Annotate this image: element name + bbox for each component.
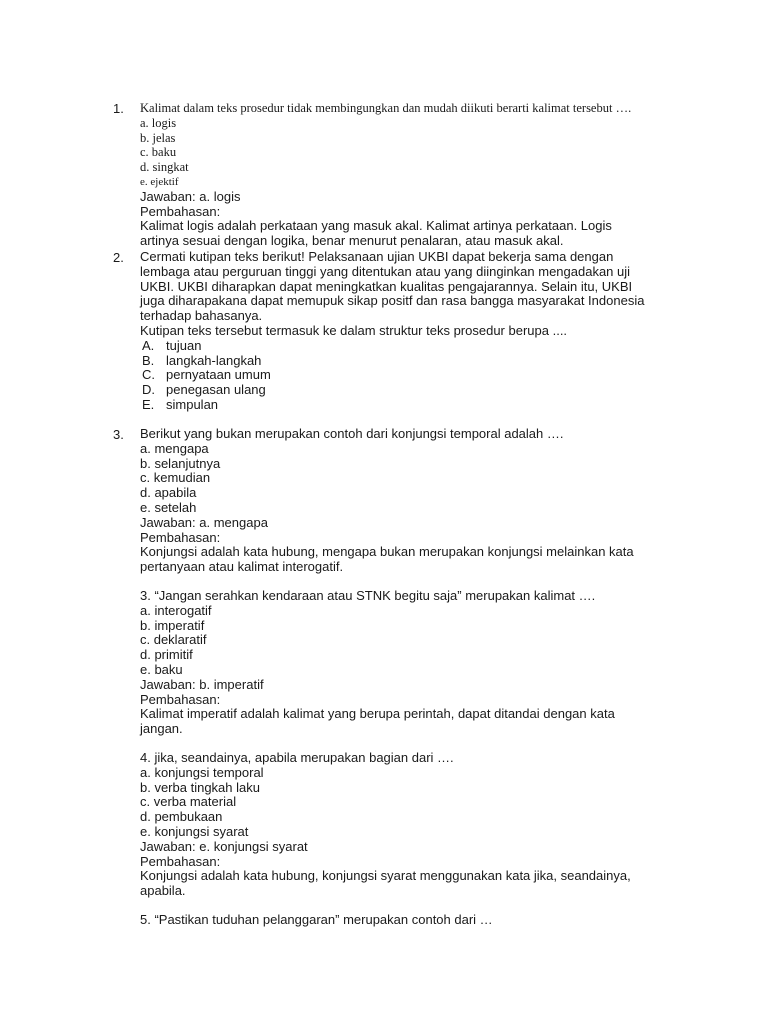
question-text: Kutipan teks tersebut termasuk ke dalam struktur teks prosedur berupa ....	[140, 322, 568, 338]
option: a. konjungsi temporal	[140, 764, 264, 780]
option-letter: C.	[142, 367, 155, 383]
option: a. interogatif	[140, 602, 212, 618]
option	[140, 354, 673, 369]
option-text: tujuan	[166, 337, 202, 353]
option-text: simpulan	[166, 396, 219, 412]
question-number: 2.	[113, 250, 124, 265]
passage-line: juga diharapakana dapat memupuk sikap positf dan rasa bangga masyarakat Indonesia	[140, 293, 645, 309]
option: e. setelah	[140, 499, 197, 515]
option-letter: E.	[142, 396, 155, 412]
option-text: pernyataan umum	[166, 367, 271, 383]
option: c. verba material	[140, 794, 237, 810]
option-text: penegasan ulang	[166, 382, 266, 398]
passage-line: UKBI. UKBI diharapkan dapat meningkatkan kualitas pengajarannya. Selain itu, UKBI	[140, 278, 633, 294]
question-text: Berikut yang bukan merupakan contoh dari konjungsi temporal adalah ….	[140, 426, 564, 441]
option: b. verba tingkah laku	[140, 779, 260, 795]
explanation-line: Konjungsi adalah kata hubung, konjungsi syarat menggunakan kata jika, seandainya,	[140, 868, 631, 884]
answer: Jawaban: e. konjungsi syarat	[140, 838, 308, 854]
option: d. singkat	[140, 160, 189, 175]
question-text: 5. “Pastikan tuduhan pelanggaran” merupakan contoh dari …	[140, 911, 493, 927]
option: d. pembukaan	[140, 809, 223, 825]
option: a. logis	[140, 115, 177, 130]
option	[140, 368, 673, 383]
option	[140, 398, 673, 413]
answer: Jawaban: b. imperatif	[140, 676, 264, 692]
option: e. ejektif	[140, 175, 179, 188]
option: b. selanjutnya	[140, 455, 221, 471]
pembahasan-label: Pembahasan:	[140, 203, 221, 219]
option: c. baku	[140, 145, 177, 160]
option: d. apabila	[140, 485, 197, 501]
option: d. primitif	[140, 647, 193, 663]
answer: Jawaban: a. mengapa	[140, 514, 268, 530]
option: c. kemudian	[140, 470, 211, 486]
option	[140, 339, 673, 354]
explanation-line: Konjungsi adalah kata hubung, mengapa bukan merupakan konjungsi melainkan kata	[140, 544, 634, 560]
option: e. konjungsi syarat	[140, 823, 249, 839]
option: e. baku	[140, 661, 183, 677]
pembahasan-label: Pembahasan:	[140, 529, 221, 545]
pembahasan-label: Pembahasan:	[140, 691, 221, 707]
option: b. imperatif	[140, 617, 205, 633]
answer: Jawaban: a. logis	[140, 188, 241, 204]
explanation-line: pertanyaan atau kalimat interogatif.	[140, 559, 344, 575]
explanation-line: jangan.	[140, 721, 183, 737]
option-text: langkah-langkah	[166, 352, 262, 368]
option-letter: B.	[142, 352, 155, 368]
passage-line: lembaga atau perguruan tinggi yang ditentukan atau yang diinginkan mengadakan uji	[140, 263, 631, 279]
question-number: 1.	[113, 101, 124, 116]
passage-line: Cermati kutipan teks berikut! Pelaksanaan ujian UKBI dapat bekerja sama dengan	[140, 249, 614, 264]
question-text: Kalimat dalam teks prosedur tidak membingungkan dan mudah diikuti berarti kalimat tersebut ….	[140, 101, 632, 115]
option: c. deklaratif	[140, 632, 207, 648]
option	[140, 383, 673, 398]
question-number: 3.	[113, 427, 124, 442]
question-text: 3. “Jangan serahkan kendaraan atau STNK begitu saja” merupakan kalimat ….	[140, 587, 596, 603]
explanation-line: Kalimat logis adalah perkataan yang masuk akal. Kalimat artinya perkataan. Logis	[140, 218, 612, 234]
explanation-line: apabila.	[140, 883, 186, 899]
option-letter: A.	[142, 337, 155, 353]
option-letter: D.	[142, 382, 155, 398]
passage-line: terhadap bahasanya.	[140, 308, 263, 324]
option: a. mengapa	[140, 440, 209, 456]
explanation-line: Kalimat imperatif adalah kalimat yang berupa perintah, dapat ditandai dengan kata	[140, 706, 615, 722]
pembahasan-label: Pembahasan:	[140, 853, 221, 869]
explanation-line: artinya sesuai dengan logika, benar menurut penalaran, atau masuk akal.	[140, 233, 564, 249]
question-text: 4. jika, seandainya, apabila merupakan bagian dari ….	[140, 749, 454, 765]
option: b. jelas	[140, 130, 176, 145]
